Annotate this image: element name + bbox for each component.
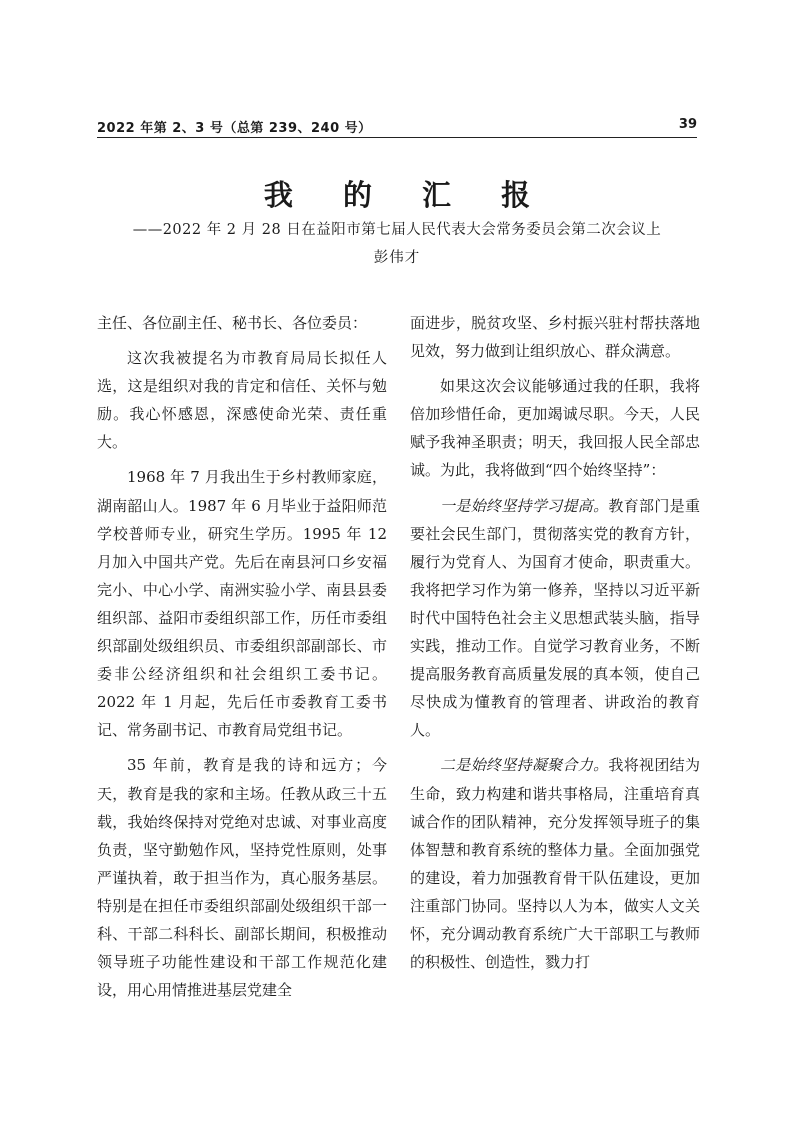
- left-column: [97, 309, 387, 1011]
- paragraph-nomination: 这次我被提名为市教育局局长拟任人选，这是组织对我的肯定和信任、关怀与勉励。我心怀感恩，深感使命光荣、责任重大。: [97, 349, 387, 452]
- article-author: 彭伟才: [373, 250, 421, 266]
- article-subtitle: ——2022 年 2 月 28 日在益阳市第七届人民代表大会常务委员会第二次会议上: [132, 222, 662, 238]
- paragraph-commitment: 如果这次会议能够通过我的任职，我将倍加珍惜任命，更加竭诚尽职。今天，人民赋予我神圣职责；明天，我回报人民全部忠诚。为此，我将做到“四个始终坚持”：: [410, 377, 700, 480]
- running-header: [97, 115, 697, 138]
- paragraph-learning: [410, 492, 700, 745]
- paragraph-career-continued: 面进步，脱贫攻坚、乡村振兴驻村帮扶落地见效，努力做到让组织放心、群众满意。: [410, 314, 700, 361]
- cohesion-body: 我将视团结为生命，致力构建和谐共事格局，注重培育真诚合作的团队精神，充分发挥领导班子的集体智慧和教育系统的整体力量。全面加强党的建设，着力加强教育骨干队伍建设，更加注重部门协同。坚持以人为本，做实人文关怀，充分调动教育系统广大干部职工与教师的积极性、创造性，戮力打: [410, 756, 700, 972]
- learning-lead: 一是始终坚持学习提高。: [440, 496, 609, 515]
- paragraph-career: 35 年前，教育是我的诗和远方；今天，教育是我的家和主场。任教从政三十五载，我始终保持对党绝对忠诚、对事业高度负责，坚守勤勉作风，坚持党性原则，处事严谨执着，敢于担当作为，真心服务基层。特别是在担任市委组织部副处级组织干部一科、干部二科科长、副部长期间，积极推动领导班子功能性建设和干部工作规范化建设，用心用情推进基层党建全: [97, 756, 387, 1000]
- right-column: [410, 309, 700, 983]
- paragraph-cohesion: [410, 751, 700, 976]
- salutation: 主任、各位副主任、秘书长、各位委员：: [97, 314, 368, 332]
- issue-label: 2022 年第 2、3 号（总第 239、240 号）: [97, 121, 372, 136]
- paragraph-biography: 1968 年 7 月我出生于乡村教师家庭，湖南韶山人。1987 年 6 月毕业于益阳师范学校普师专业，研究生学历。1995 年 12 月加入中国共产党。先后在南县河口乡安福完小、中心小学、南洲实验小学、南县县委组织部、益阳市委组织部工作，历任市委组织部副处级组织员、市委组织部副部长、市委非公经济组织和社会组织工委书记。2022 年 1 月起，先后任市委教育工委书记、常务副书记、市教育局党组书记。: [97, 468, 387, 740]
- article-title: 我 的 汇 报: [263, 178, 551, 212]
- learning-body: 教育部门是重要社会民生部门，贯彻落实党的教育方针，履行为党育人、为国育才使命，职责重大。我将把学习作为第一修养，坚持以习近平新时代中国特色社会主义思想武装头脑，指导实践，推动工作。自觉学习教育业务，不断提高服务教育高质量发展的真本领，使自己尽快成为懂教育的管理者、讲政治的教育人。: [410, 496, 700, 740]
- page-number: 39: [678, 117, 697, 132]
- cohesion-lead: 二是始终坚持凝聚合力。: [440, 756, 609, 775]
